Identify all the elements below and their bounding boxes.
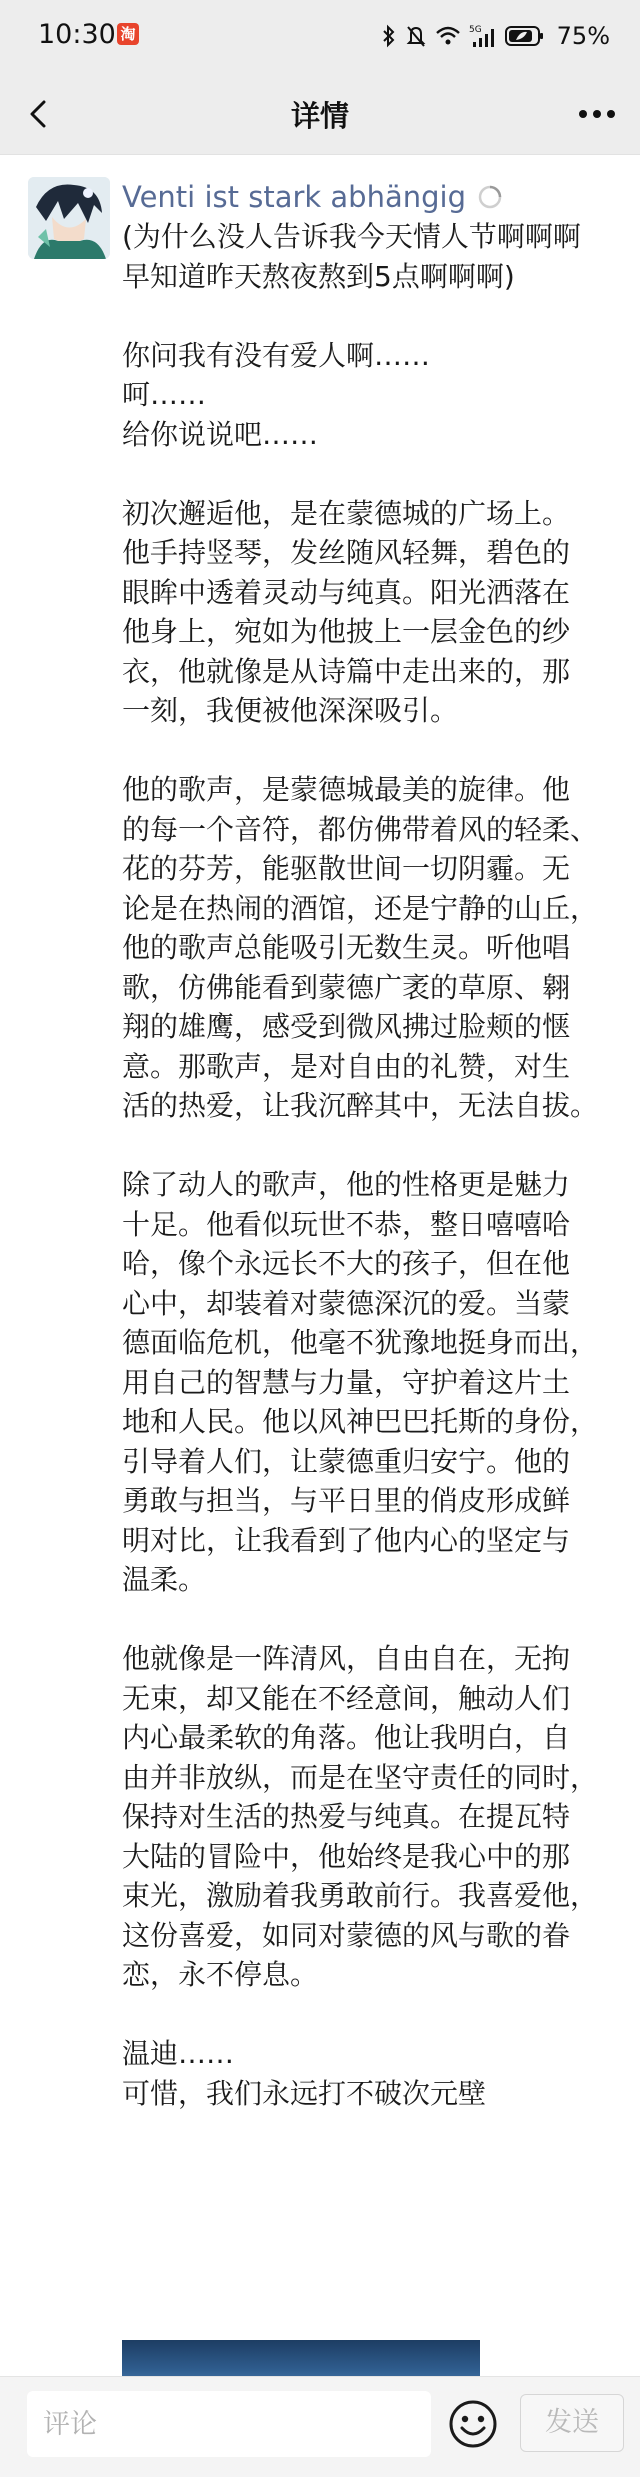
loading-icon xyxy=(476,183,504,211)
status-bar xyxy=(0,0,640,72)
comment-input[interactable] xyxy=(27,2391,431,2457)
post-detail xyxy=(0,155,640,2376)
more-button[interactable] xyxy=(576,94,618,134)
text-line: 论是在热闹的酒馆，还是宁静的山丘， xyxy=(122,891,599,925)
text-line: 他的歌声，是蒙德城最美的旋律。他 xyxy=(122,773,571,806)
text-line: 除了动人的歌声，他的性格更是魅力 xyxy=(122,1168,571,1201)
text-line: 他身上，宛如为他披上一层金色的纱 xyxy=(122,615,571,648)
avatar-image xyxy=(28,177,110,259)
text-line: 心中，却装着对蒙德深沉的爱。当蒙 xyxy=(122,1286,571,1320)
more-icon xyxy=(576,94,618,134)
text-line: 眼眸中透着灵动与纯真。阳光洒落在 xyxy=(122,575,571,609)
comment-bar xyxy=(0,2376,640,2477)
text-line: 早知道昨天熬夜熬到5点啊啊啊) xyxy=(122,259,515,293)
text-line: 给你说说吧…… xyxy=(122,417,319,451)
text-line: 温柔。 xyxy=(122,1563,207,1596)
text-line: 内心最柔软的角落。他让我明白，自 xyxy=(122,1721,571,1754)
text-line: 歌，仿佛能看到蒙德广袤的草原、翱 xyxy=(122,970,571,1004)
status-indicators xyxy=(381,21,610,51)
paragraph-gap xyxy=(122,1600,622,1640)
text-line: 哈，像个永远长不大的孩子，但在他 xyxy=(122,1247,571,1280)
text-line: 意。那歌声，是对自由的礼赞，对生 xyxy=(122,1049,571,1083)
paragraph-gap xyxy=(122,1126,622,1166)
text-line: 的每一个音符，都仿佛带着风的轻柔、 xyxy=(122,812,599,846)
text-line: 呵…… xyxy=(122,378,207,411)
page-title: 详情 xyxy=(290,99,349,133)
post-image[interactable] xyxy=(122,2340,480,2376)
paragraph xyxy=(122,1639,622,1995)
paragraph xyxy=(122,1165,622,1600)
avatar[interactable] xyxy=(28,177,110,259)
text-line: 一刻，我便被他深深吸引。 xyxy=(122,694,459,727)
send-button[interactable]: 发送 xyxy=(520,2394,624,2452)
battery-icon xyxy=(505,25,545,47)
text-line: 无束，却又能在不经意间，触动人们 xyxy=(122,1681,571,1715)
text-line: 大陆的冒险中，他始终是我心中的那 xyxy=(122,1839,571,1873)
status-time: 10:30 xyxy=(38,19,116,50)
text-line: 他的歌声总能吸引无数生灵。听他唱 xyxy=(122,931,571,964)
text-line: 初次邂逅他，是在蒙德城的广场上。 xyxy=(122,496,571,530)
text-line: 他就像是一阵清风，自由自在，无拘 xyxy=(122,1642,571,1675)
text-line: 可惜，我们永远打不破次元壁 xyxy=(122,2076,487,2110)
text-line: 由并非放纵，而是在坚守责任的同时， xyxy=(122,1760,599,1794)
text-line: 衣，他就像是从诗篇中走出来的，那 xyxy=(122,654,571,688)
paragraph-gap xyxy=(122,296,622,336)
text-line: 德面临危机，他毫不犹豫地挺身而出， xyxy=(122,1326,599,1359)
paragraph xyxy=(122,770,622,1126)
text-line: 花的芬芳，能驱散世间一切阴霾。无 xyxy=(122,852,571,885)
text-line: 恋，永不停息。 xyxy=(122,1958,319,1991)
text-line: 翔的雄鹰，感受到微风拂过脸颊的惬 xyxy=(122,1010,571,1043)
text-line: 活的热爱，让我沉醉其中，无法自拔。 xyxy=(122,1089,599,1122)
author-line xyxy=(122,177,622,217)
text-line: 引导着人们，让蒙德重归安宁。他的 xyxy=(122,1444,571,1478)
post-text xyxy=(122,217,622,2113)
emoji-button[interactable] xyxy=(447,2398,499,2450)
text-line: 十足。他看似玩世不恭，整日嘻嘻哈 xyxy=(122,1207,571,1241)
author-name[interactable]: Venti ist stark abhängig xyxy=(122,180,466,214)
paragraph-gap xyxy=(122,454,622,494)
post-body xyxy=(122,177,622,2113)
text-line: 这份喜爱，如同对蒙德的风与歌的眷 xyxy=(122,1918,571,1952)
battery-percent: 75% xyxy=(556,22,610,50)
text-line: 用自己的智慧与力量，守护着这片土 xyxy=(122,1365,571,1399)
taobao-notification-icon: 淘 xyxy=(117,23,139,45)
paragraph xyxy=(122,494,622,731)
paragraph xyxy=(122,336,622,455)
paragraph xyxy=(122,2034,622,2113)
text-line: 明对比，让我看到了他内心的坚定与 xyxy=(122,1523,571,1557)
nav-bar xyxy=(0,72,640,155)
paragraph-gap xyxy=(122,1995,622,2035)
emoji-icon xyxy=(447,2398,499,2450)
network-label: 5G xyxy=(468,25,482,35)
text-line: 束光，激励着我勇敢前行。我喜爱他， xyxy=(122,1879,599,1912)
text-line: 你问我有没有爱人啊…… xyxy=(122,338,431,372)
text-line: 地和人民。他以风神巴巴托斯的身份， xyxy=(122,1405,599,1438)
bluetooth-icon xyxy=(381,24,397,48)
text-line: 勇敢与担当，与平日里的俏皮形成鲜 xyxy=(122,1484,571,1517)
cellular-signal-icon xyxy=(469,23,497,49)
paragraph xyxy=(122,217,622,296)
text-line: 他手持竖琴，发丝随风轻舞，碧色的 xyxy=(122,536,571,569)
paragraph-gap xyxy=(122,731,622,771)
mute-icon xyxy=(405,24,427,48)
wifi-icon xyxy=(435,25,461,47)
text-line: 温迪…… xyxy=(122,2037,235,2070)
text-line: (为什么没人告诉我今天情人节啊啊啊 xyxy=(122,220,581,253)
text-line: 保持对生活的热爱与纯真。在提瓦特 xyxy=(122,1800,571,1833)
